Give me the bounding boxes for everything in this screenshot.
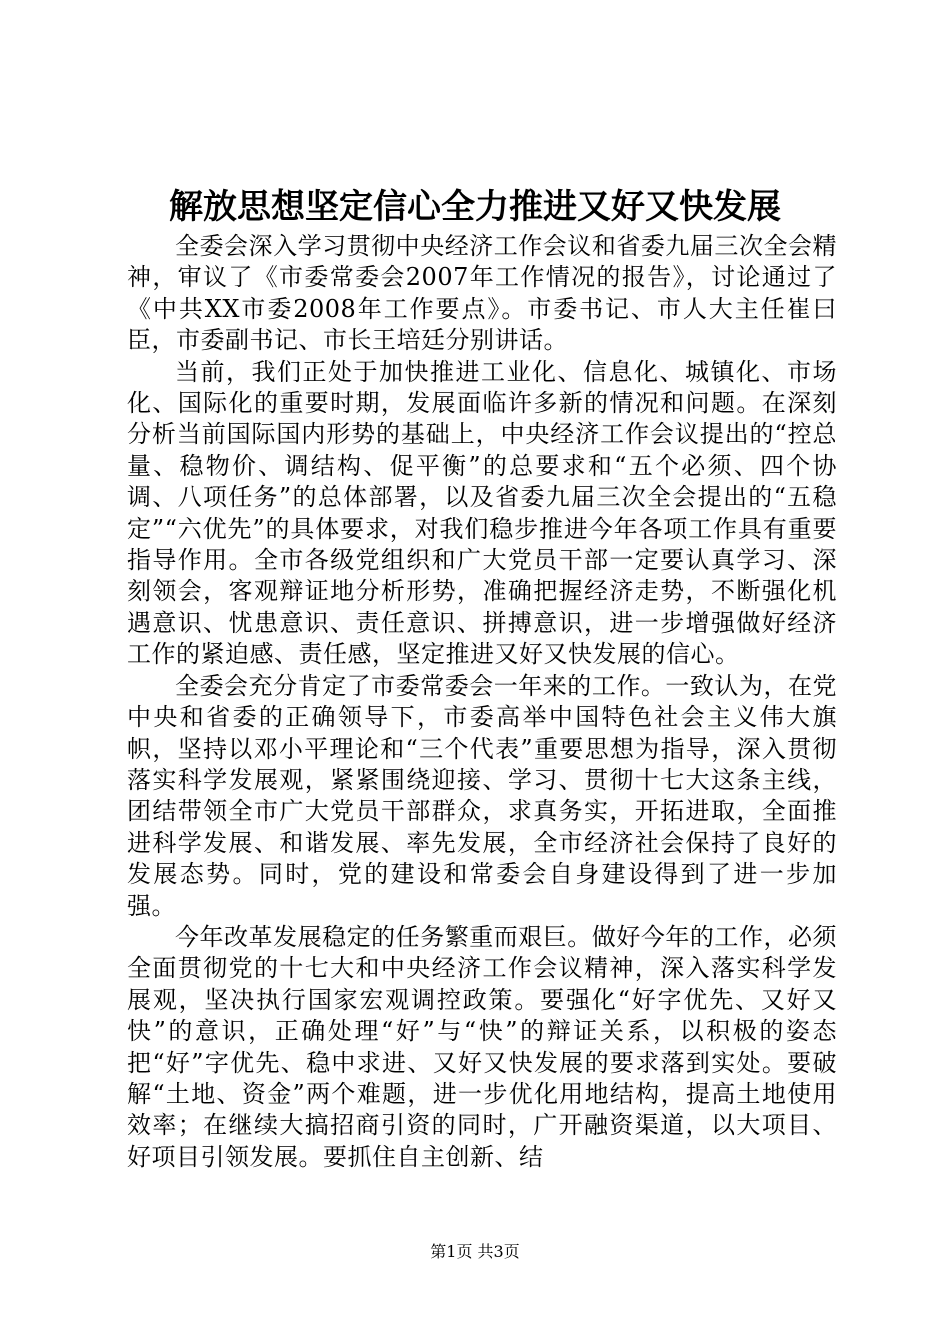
document-body [127, 231, 837, 1173]
paragraph-3: 全委会充分肯定了市委常委会一年来的工作。一致认为，在党中央和省委的正确领导下，市委高举中国特色社会主义伟大旗帜，坚持以邓小平理论和“三个代表”重要思想为指导，深入贯彻落实科学发展观，紧紧围绕迎接、学习、贯彻十七大这条主线，团结带领全市广大党员干部群众，求真务实，开拓进取，全面推进科学发展、和谐发展、率先发展，全市经济社会保持了良好的发展态势。同时，党的建设和常委会自身建设得到了进一步加强。 [127, 671, 837, 920]
page-footer: 第1页 共3页 [430, 1242, 520, 1261]
paragraph-1: 全委会深入学习贯彻中央经济工作会议和省委九届三次全会精神，审议了《市委常委会2007年工作情况的报告》，讨论通过了《中共XX市委2008年工作要点》。市委书记、市人大主任崔曰臣，市委副书记、市长王培廷分别讲话。 [127, 232, 837, 355]
document-title: 解放思想坚定信心全力推进又好又快发展 [169, 187, 781, 227]
paragraph-2: 当前，我们正处于加快推进工业化、信息化、城镇化、市场化、国际化的重要时期，发展面临许多新的情况和问题。在深刻分析当前国际国内形势的基础上，中央经济工作会议提出的“控总量、稳物价、调结构、促平衡”的总要求和“五个必须、四个协调、八项任务”的总体部署，以及省委九届三次全会提出的“五稳定”“六优先”的具体要求，对我们稳步推进今年各项工作具有重要指导作用。全市各级党组织和广大党员干部一定要认真学习、深刻领会，客观辩证地分析形势，准确把握经济走势，不断强化机遇意识、忧患意识、责任意识、拼搏意识，进一步增强做好经济工作的紧迫感、责任感，坚定推进又好又快发展的信心。 [127, 357, 837, 669]
paragraph-4: 今年改革发展稳定的任务繁重而艰巨。做好今年的工作，必须全面贯彻党的十七大和中央经济工作会议精神，深入落实科学发展观，坚决执行国家宏观调控政策。要强化“好字优先、又好又快”的意识，正确处理“好”与“快”的辩证关系，以积极的姿态把“好”字优先、稳中求进、又好又快发展的要求落到实处。要破解“土地、资金”两个难题，进一步优化用地结构，提高土地使用效率；在继续大搞招商引资的同时，广开融资渠道，以大项目、好项目引领发展。要抓住自主创新、结 [127, 922, 837, 1171]
